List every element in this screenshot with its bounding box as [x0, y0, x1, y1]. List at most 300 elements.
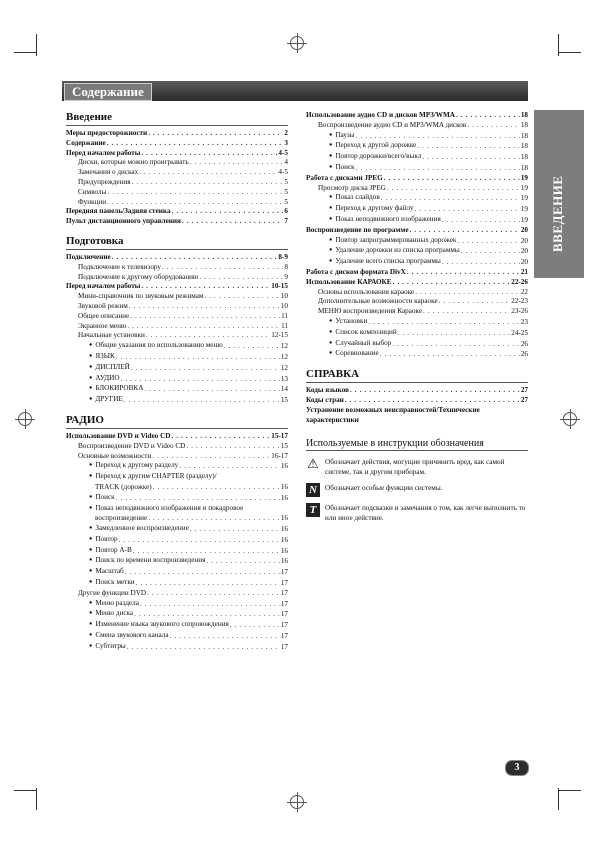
toc-entry-title: Подключение к другому оборудованию: [78, 272, 199, 281]
toc-entry[interactable]: [66, 609, 288, 620]
dot-leader: [439, 297, 511, 307]
toc-entry-page: 2: [284, 129, 288, 137]
toc-entry-title: Основы использования караоке: [318, 287, 415, 296]
toc-entry[interactable]: [306, 121, 528, 131]
toc-entry-title: МЕНЮ воспроизведения Караоке: [318, 307, 423, 316]
crop-mark: [36, 34, 37, 56]
toc-entry[interactable]: [66, 149, 288, 159]
toc-entry-title: ● АУДИО: [89, 374, 120, 385]
toc-entry[interactable]: [306, 163, 528, 174]
toc-entry[interactable]: [66, 352, 288, 363]
toc-entry[interactable]: [66, 483, 288, 493]
toc-entry-title: Символы: [78, 187, 107, 196]
toc-entry[interactable]: [66, 273, 288, 283]
dot-leader: [147, 589, 280, 599]
toc-entry[interactable]: [306, 141, 528, 152]
toc-entry[interactable]: [306, 328, 528, 339]
dot-leader: [387, 184, 520, 194]
dot-leader: [125, 568, 280, 578]
dot-leader: [124, 396, 280, 406]
dot-leader: [392, 340, 519, 350]
toc-entry-page: 10: [280, 301, 288, 310]
crop-mark: [559, 790, 581, 791]
dot-leader: [356, 164, 520, 174]
toc-entry-page: 20: [520, 247, 528, 256]
toc-entry[interactable]: [306, 174, 528, 184]
toc-entry[interactable]: [66, 514, 288, 524]
toc-entry-title: Использование DVD и Video CD: [66, 431, 171, 440]
dot-leader: [132, 178, 284, 188]
page-number: 3: [505, 760, 529, 776]
toc-entry[interactable]: [306, 204, 528, 215]
toc-entry-title: TRACK (дорожке): [95, 482, 152, 491]
dot-leader: [129, 302, 280, 312]
toc-entry-page: 12: [280, 363, 288, 372]
dot-leader: [190, 525, 280, 535]
toc-entry-title: Работа с диском формата DivX: [306, 267, 406, 276]
toc-entry-title: Функции: [78, 197, 107, 206]
toc-entry-title: Начальные установки: [78, 331, 145, 340]
toc-entry-page: 19: [520, 183, 528, 192]
toc-entry[interactable]: [66, 589, 288, 599]
dot-leader: [134, 610, 280, 620]
toc-entry-title: ● Паузы: [329, 131, 355, 142]
toc-entry-title: Содержание: [66, 138, 106, 147]
dot-leader: [356, 132, 520, 142]
toc-entry-title: Воспроизведение аудио CD и MP3/WMA дисков: [318, 120, 467, 129]
toc-entry[interactable]: [306, 246, 528, 257]
side-tab-label: ВВЕДЕНИЕ: [550, 175, 565, 252]
toc-entry-title: ● Повтор: [89, 535, 118, 546]
toc-entry-title: Использование КАРАОКЕ: [306, 277, 392, 286]
dot-leader: [204, 292, 279, 302]
dot-leader: [461, 247, 520, 257]
toc-entry-page: 17: [280, 588, 288, 597]
dot-leader: [230, 621, 280, 631]
toc-entry-page: 11: [281, 311, 288, 320]
toc-entry-page: 15-17: [271, 431, 288, 440]
toc-entry-title: Работа с дисками JPEG: [306, 173, 383, 182]
toc-entry-page: 16: [280, 514, 288, 523]
crop-mark: [558, 788, 559, 810]
toc-entry-title: ● ДИСПЛЕЙ: [89, 363, 130, 374]
toc-entry[interactable]: [306, 193, 528, 204]
toc-entry[interactable]: [66, 129, 288, 139]
toc-entry[interactable]: [66, 599, 288, 610]
toc-entry-page: 10-15: [271, 282, 288, 291]
toc-entry-title: ● Переход к другому файлу: [329, 204, 414, 215]
toc-entry-page: 23: [520, 317, 528, 326]
dot-leader: [148, 129, 283, 139]
toc-right-column: [306, 111, 528, 529]
toc-entry-page: 22-26: [511, 277, 528, 286]
toc-entry-page: 16: [280, 535, 288, 544]
toc-entry-title: Подключение к телевизору: [78, 262, 162, 271]
toc-entry-title: ● Список композиций: [329, 328, 397, 339]
toc-entry-title: ● Субтитры: [89, 642, 126, 653]
dot-leader: [141, 149, 277, 159]
toc-entry-page: 14: [280, 385, 288, 394]
toc-entry-title: Использование аудио CD и дисков MP3/WMA: [306, 111, 455, 119]
toc-entry[interactable]: ● Переход к другим CHAPTER (разделу)/: [66, 472, 288, 483]
dot-leader: [127, 322, 280, 332]
toc-entry[interactable]: [66, 188, 288, 198]
toc-entry-title: ● ДРУГИЕ: [89, 395, 123, 406]
toc-entry[interactable]: [306, 268, 528, 278]
dot-leader: [224, 342, 280, 352]
dot-leader: [127, 643, 280, 653]
dot-leader: [456, 111, 520, 121]
toc-entry-page: 17: [280, 568, 288, 577]
toc-entry-page: 26: [520, 339, 528, 348]
toc-entry-page: 27: [520, 386, 528, 395]
toc-entry-title: Пульт дистанционного управления: [66, 217, 181, 226]
toc-entry[interactable]: [306, 297, 528, 307]
toc-entry[interactable]: [66, 535, 288, 546]
dot-leader: [121, 375, 280, 385]
dot-leader: [182, 217, 283, 227]
toc-entry[interactable]: [66, 178, 288, 188]
dot-leader: [350, 386, 520, 396]
dot-leader: [119, 536, 280, 546]
toc-entry-title: Дополнительные возможности караоке: [318, 297, 438, 306]
toc-entry-title: Перед началом работы: [66, 282, 141, 291]
toc-entry-page: 12: [280, 352, 288, 361]
toc-entry-page: 17: [280, 632, 288, 641]
toc-entry-title: ● Переход к другому разделу: [89, 461, 178, 472]
toc-entry[interactable]: [306, 278, 528, 288]
toc-entry[interactable]: [66, 524, 288, 535]
dot-leader: [133, 547, 280, 557]
toc-entry-title: ● Установки: [329, 317, 367, 328]
toc-entry[interactable]: [66, 631, 288, 642]
toc-entry-title: Мини-справочник по звуковым режимам: [78, 292, 204, 301]
warning-icon: ⚠: [307, 456, 319, 472]
dot-leader: [415, 205, 520, 215]
toc-entry[interactable]: [66, 578, 288, 589]
toc-entry[interactable]: [306, 152, 528, 163]
dot-leader: [140, 600, 280, 610]
dot-leader: [442, 258, 520, 268]
dot-leader: [107, 139, 284, 149]
toc-entry[interactable]: [306, 288, 528, 298]
dot-leader: [423, 307, 510, 317]
symbol-item: [306, 503, 528, 523]
dot-leader: [393, 278, 511, 288]
symbol-description: Обозначает подсказки и замечания о том, как легче выполнить то или иное действие.: [325, 504, 526, 523]
crop-mark: [14, 790, 36, 791]
toc-entry-page: 19: [520, 173, 528, 182]
toc-entry[interactable]: [306, 396, 528, 406]
toc-entry-title: ● Повтор дорожки/всего/выкл: [329, 152, 421, 163]
toc-entry-page: 17: [280, 621, 288, 630]
registration-mark-icon: [563, 412, 577, 426]
page-title: Содержание: [64, 83, 152, 101]
toc-entry-page: 16: [280, 525, 288, 534]
toc-entry-page: 19: [520, 205, 528, 214]
symbol-description: Обозначает действия, могущие причинить вред, как самой системе, так и другим приборам.: [325, 458, 505, 477]
dot-leader: [136, 579, 280, 589]
toc-entry-page: 21: [520, 267, 528, 276]
toc-entry[interactable]: [66, 432, 288, 442]
dot-leader: [407, 268, 520, 278]
symbols-title: Используемые в инструкции обозначения: [306, 439, 528, 451]
dot-leader: [107, 188, 283, 198]
toc-entry-title: ● Удаление всего списка программы: [329, 257, 441, 268]
toc-left-column: [66, 111, 288, 653]
toc-entry[interactable]: [66, 384, 288, 395]
toc-entry-page: 11: [281, 321, 288, 330]
toc-entry-page: 12: [280, 342, 288, 351]
toc-entry[interactable]: [306, 257, 528, 268]
symbol-description: Обозначает особые функции системы.: [325, 484, 443, 493]
dot-leader: [467, 121, 520, 131]
dot-leader: [417, 142, 519, 152]
toc-entry[interactable]: [66, 207, 288, 217]
toc-entry[interactable]: [66, 253, 288, 263]
toc-entry-title: ● Замедленное воспроизведение: [89, 524, 189, 535]
dot-leader: [144, 385, 279, 395]
toc-entry-page: 6: [284, 207, 288, 216]
toc-entry[interactable]: [66, 556, 288, 567]
toc-entry-title: ● Повтор запрограммированных дорожек: [329, 236, 456, 247]
toc-entry[interactable]: [66, 198, 288, 208]
toc-entry-title: ● Случайный выбор: [329, 339, 391, 350]
dot-leader: [146, 331, 270, 341]
toc-entry-title: ● Изменение языка звукового сопровождения: [89, 620, 229, 631]
toc-entry-title: ● Соревнование: [329, 349, 379, 360]
dot-leader: [368, 318, 519, 328]
toc-entry-page: 22: [520, 287, 528, 296]
toc-entry[interactable]: [66, 217, 288, 227]
dot-leader: [186, 442, 279, 452]
dot-leader: [171, 432, 270, 442]
toc-entry[interactable]: [306, 184, 528, 194]
toc-entry[interactable]: [306, 215, 528, 226]
toc-entry[interactable]: [306, 236, 528, 247]
toc-entry-page: 12-15: [271, 331, 288, 340]
toc-entry[interactable]: [66, 282, 288, 292]
toc-entry-page: 3: [284, 138, 288, 147]
toc-entry-title: Замечания о дисках: [78, 168, 139, 177]
toc-entry-page: 17: [280, 599, 288, 608]
toc-entry[interactable]: [66, 452, 288, 462]
toc-entry-title: Другие функции DVD: [78, 588, 147, 597]
dot-leader: [381, 194, 520, 204]
dot-leader: [107, 198, 283, 208]
toc-entry-title: ● Переход к другой дорожке: [329, 141, 416, 152]
toc-entry-title: ● Меню диска: [89, 609, 133, 620]
toc-entry[interactable]: ● Показ неподвижного изображения и покадровое: [66, 504, 288, 515]
toc-entry-title: Воспроизведение по программе: [306, 225, 409, 234]
dot-leader: [153, 483, 280, 493]
toc-entry-page: 24-25: [511, 328, 528, 337]
toc-entry[interactable]: [66, 312, 288, 322]
toc-entry-page: 20: [520, 258, 528, 267]
toc-entry-title: ● ЯЗЫК: [89, 352, 115, 363]
toc-entry-title: Основные возможности: [78, 451, 152, 460]
section-heading: Подготовка: [66, 235, 288, 250]
toc-entry[interactable]: [306, 386, 528, 396]
dot-leader: [162, 263, 283, 273]
toc-entry-title: ● Поиск: [329, 163, 355, 174]
toc-entry[interactable]: [306, 339, 528, 350]
toc-entry-page: 22-23: [511, 297, 528, 306]
toc-entry-title: Подключение: [66, 252, 111, 261]
dot-leader: [148, 514, 280, 524]
toc-entry[interactable]: [66, 363, 288, 374]
toc-entry-page: 16: [280, 482, 288, 491]
toc-entry-title: Звуковой режим: [78, 301, 128, 310]
section-heading: СПРАВКА: [306, 368, 528, 383]
toc-entry[interactable]: [66, 395, 288, 406]
toc-entry[interactable]: [66, 442, 288, 452]
toc-entry[interactable]: [66, 322, 288, 332]
dot-leader: [170, 632, 280, 642]
toc-entry-title: Диски, которые можно проигрывать: [78, 158, 189, 167]
toc-entry[interactable]: [66, 546, 288, 557]
dot-leader: [398, 329, 511, 339]
dot-leader: [141, 282, 270, 292]
toc-entry-page: 19: [520, 215, 528, 224]
toc-entry-page: 8-9: [278, 252, 288, 261]
dot-leader: [139, 168, 277, 178]
toc-entry-page: 27: [520, 395, 528, 404]
toc-entry[interactable]: [306, 226, 528, 236]
toc-entry-page: 17: [280, 642, 288, 651]
toc-entry[interactable]: [66, 263, 288, 273]
toc-entry-title: Воспроизведение DVD и Video CD: [78, 441, 186, 450]
registration-mark-icon: [18, 412, 32, 426]
toc-entry-page: 7: [284, 217, 288, 226]
symbols-legend: [306, 439, 528, 523]
toc-entry-page: 4-5: [278, 168, 288, 177]
toc-entry[interactable]: [306, 349, 528, 360]
toc-entry[interactable]: [66, 302, 288, 312]
toc-entry-title: воспроизведение: [95, 514, 148, 523]
toc-entry-title: Меры предосторожности: [66, 129, 148, 137]
dot-leader: [112, 253, 278, 263]
toc-entry-title: Предупреждения: [78, 177, 131, 186]
toc-entry-page: 18: [520, 163, 528, 172]
section-heading: Введение: [66, 111, 288, 126]
registration-mark-icon: [290, 795, 304, 809]
crop-mark: [559, 52, 581, 53]
toc-entry-title: ● Общие указания по использованию меню: [89, 341, 223, 352]
toc-entry-page: 16: [280, 462, 288, 471]
toc-entry[interactable]: [66, 620, 288, 631]
toc-entry-page: 18: [520, 111, 528, 119]
dot-leader: [116, 494, 280, 504]
dot-leader: [131, 364, 280, 374]
toc-entry-page: 16: [280, 546, 288, 555]
note-icon: N: [306, 483, 320, 497]
dot-leader: [410, 226, 520, 236]
dot-leader: [172, 207, 284, 217]
crop-mark: [36, 788, 37, 810]
toc-entry[interactable]: [66, 168, 288, 178]
toc-entry-title: Общее описание: [78, 311, 130, 320]
toc-entry[interactable]: [66, 331, 288, 341]
toc-entry[interactable]: [66, 461, 288, 472]
toc-entry-page: 13: [280, 374, 288, 383]
toc-entry-title: ● Меню раздела: [89, 599, 139, 610]
toc-entry-page: 18: [520, 153, 528, 162]
toc-entry-page: 17: [280, 610, 288, 619]
toc-entry-page: 16: [280, 557, 288, 566]
toc-entry-title: Коды стран: [306, 395, 344, 404]
toc-entry-page: 26: [520, 350, 528, 359]
dot-leader: [179, 462, 280, 472]
dot-leader: [415, 288, 520, 298]
toc-entry-page: 5: [284, 187, 288, 196]
toc-entry[interactable]: [306, 317, 528, 328]
toc-entry-page: 15: [280, 441, 288, 450]
toc-entry[interactable]: [66, 341, 288, 352]
toc-entry-page: 16: [280, 493, 288, 502]
toc-entry-title: ● Показ неподвижного изображения: [329, 215, 441, 226]
toc-entry[interactable]: [66, 642, 288, 653]
toc-entry[interactable]: [66, 292, 288, 302]
toc-entry-page: 5: [284, 177, 288, 186]
toc-entry-title: ● БЛОКИРОВКА: [89, 384, 143, 395]
toc-entry[interactable]: [66, 139, 288, 149]
section-heading: РАДИО: [66, 414, 288, 429]
dot-leader: [384, 174, 520, 184]
toc-entry-page: 18: [520, 142, 528, 151]
toc-entry[interactable]: [306, 111, 528, 121]
toc-entry-title: Передняя панель/Задняя стенка: [66, 207, 171, 216]
toc-entry-page: 18: [520, 131, 528, 140]
toc-entry[interactable]: [306, 131, 528, 142]
toc-entry-page: 4-5: [278, 148, 288, 157]
dot-leader: [442, 216, 520, 226]
toc-entry[interactable]: [66, 158, 288, 168]
toc-entry[interactable]: [306, 307, 528, 317]
toc-entry-title: ● Повтор A-B: [89, 546, 132, 557]
toc-entry-page: 16-17: [271, 451, 288, 460]
toc-entry-page: 19: [520, 194, 528, 203]
toc-entry-page: 4: [284, 158, 288, 167]
symbol-item: [306, 457, 528, 477]
toc-entry-page: 15: [280, 396, 288, 405]
toc-entry[interactable]: [66, 567, 288, 578]
dot-leader: [422, 153, 519, 163]
toc-entry-title: ● Смена звукового канала: [89, 631, 169, 642]
toc-entry-title: ● Поиск метки: [89, 578, 135, 589]
toc-entry-title: ● Поиск по времени воспроизведения: [89, 556, 205, 567]
toc-entry-page: 10: [280, 292, 288, 301]
toc-entry-page: 17: [280, 579, 288, 588]
toc-entry-page: 20: [520, 225, 528, 234]
toc-entry[interactable]: Устранение возможных неисправностей/Технические характеристики: [306, 405, 480, 424]
toc-entry-title: ● Поиск: [89, 493, 115, 504]
toc-entry-page: 18: [520, 120, 528, 129]
toc-entry[interactable]: [66, 374, 288, 385]
toc-entry-title: Перед началом работы: [66, 148, 141, 157]
dot-leader: [116, 353, 280, 363]
dot-leader: [345, 396, 520, 406]
tip-icon: T: [306, 503, 320, 517]
toc-entry-page: 20: [520, 236, 528, 245]
toc-entry-page: 23-26: [511, 307, 528, 316]
toc-entry-page: 5: [284, 197, 288, 206]
dot-leader: [152, 452, 270, 462]
toc-entry-title: Просмотр диска JPEG: [318, 183, 386, 192]
toc-entry-page: 8: [284, 262, 288, 271]
toc-entry[interactable]: [66, 493, 288, 504]
crop-mark: [14, 52, 36, 53]
